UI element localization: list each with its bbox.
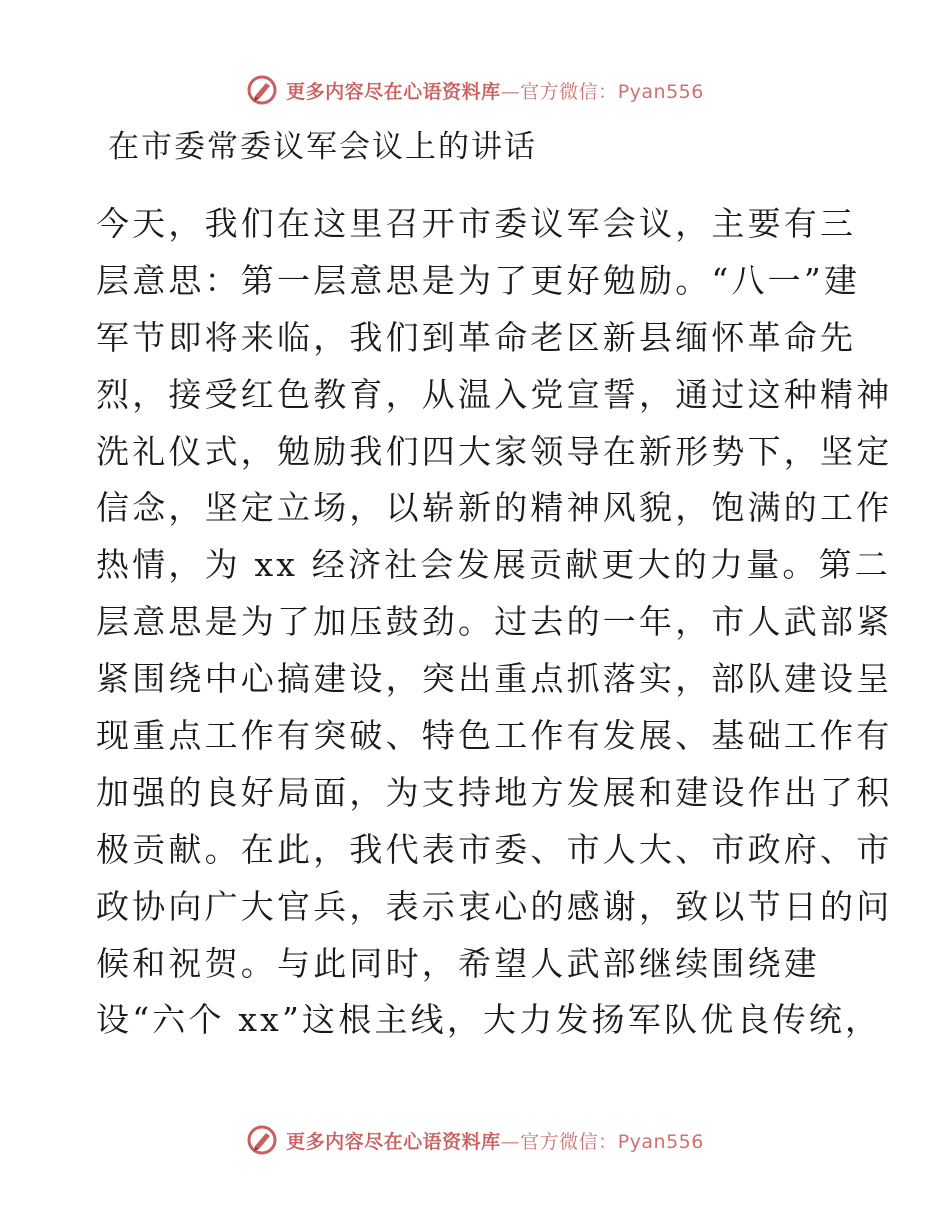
watermark-id: Pyan556 xyxy=(617,80,704,103)
footer-watermark xyxy=(0,1120,950,1160)
body-line: 洗礼仪式，勉励我们四大家领导在新形势下，坚定 xyxy=(96,431,893,471)
watermark-main: 更多内容尽在心语资料库 xyxy=(286,80,501,103)
body-line: 紧围绕中心搞建设，突出重点抓落实，部队建设呈 xyxy=(96,659,893,699)
body-line: 军节即将来临，我们到革命老区新县缅怀革命先 xyxy=(96,317,857,357)
body-line: 加强的良好局面，为支持地方发展和建设作出了积 xyxy=(96,772,893,812)
body-line: 烈，接受红色教育，从温入党宣誓，通过这种精神 xyxy=(96,374,893,414)
brand-logo-icon xyxy=(246,1124,278,1156)
header-watermark xyxy=(0,70,950,110)
watermark-text xyxy=(286,77,704,104)
watermark-main: 更多内容尽在心语资料库 xyxy=(286,1130,501,1153)
watermark-text xyxy=(286,1127,704,1154)
body-line: 政协向广大官兵，表示衷心的感谢，致以节日的问 xyxy=(96,886,893,926)
document-title: 在市委常委议军会议上的讲话 xyxy=(108,129,537,165)
body-line: 现重点工作有突破、特色工作有发展、基础工作有 xyxy=(96,716,893,756)
body-line: 层意思：第一层意思是为了更好勉励。“八一”建 xyxy=(96,260,861,300)
document-body xyxy=(96,196,893,1049)
body-line: 层意思是为了加压鼓劲。过去的一年，市人武部紧 xyxy=(96,602,893,642)
watermark-label: 官方微信： xyxy=(520,80,618,103)
body-line: 极贡献。在此，我代表市委、市人大、市政府、市 xyxy=(96,829,893,869)
watermark-separator: — xyxy=(500,80,521,103)
watermark-separator: — xyxy=(500,1130,521,1153)
body-line: 设“六个 xx”这根主线，大力发扬军队优良传统， xyxy=(96,1000,882,1040)
body-line: 热情，为 xx 经济社会发展贡献更大的力量。第二 xyxy=(96,545,892,585)
watermark-label: 官方微信： xyxy=(520,1130,618,1153)
watermark-id: Pyan556 xyxy=(617,1130,704,1153)
brand-logo-icon xyxy=(246,74,278,106)
body-line: 信念，坚定立场，以崭新的精神风貌，饱满的工作 xyxy=(96,488,893,528)
body-line: 候和祝贺。与此同时，希望人武部继续围绕建 xyxy=(96,943,820,983)
body-line: 今天，我们在这里召开市委议军会议，主要有三 xyxy=(96,204,857,243)
